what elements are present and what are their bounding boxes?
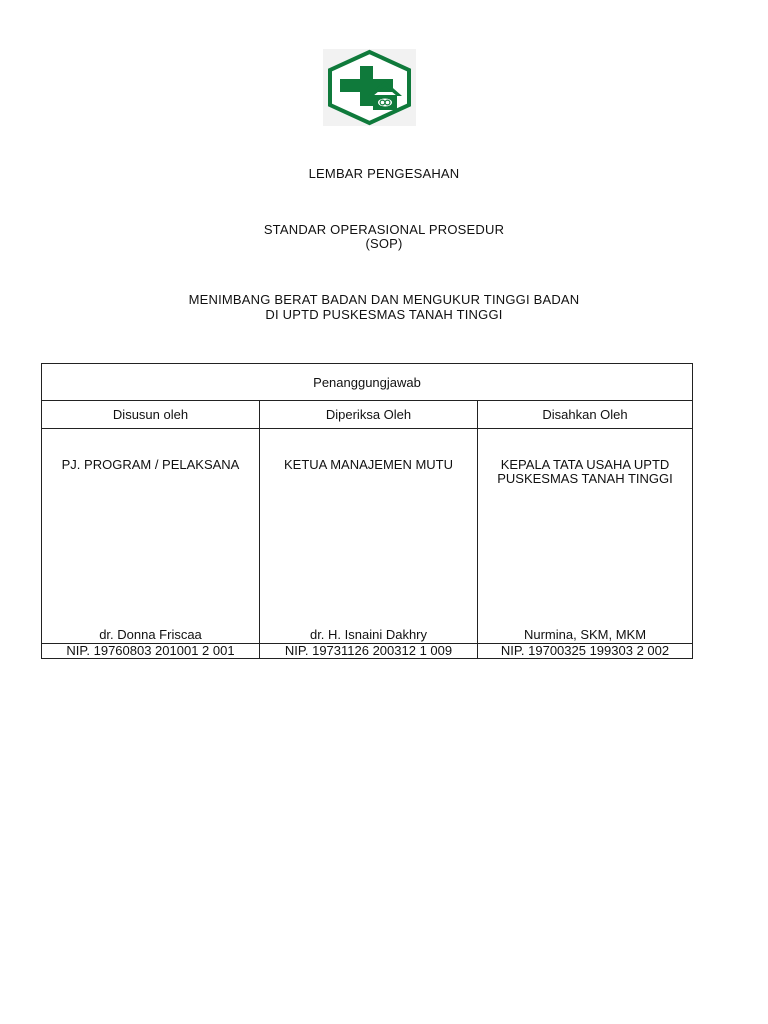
signature-cell-approved xyxy=(478,429,693,644)
nip-reviewed: NIP. 19731126 200312 1 009 xyxy=(260,644,478,659)
signature-cell-prepared xyxy=(42,429,260,644)
column-reviewed-by: Diperiksa Oleh xyxy=(260,401,478,429)
column-prepared-by: Disusun oleh xyxy=(42,401,260,429)
signature-cell-reviewed xyxy=(260,429,478,644)
role-reviewed: KETUA MANAJEMEN MUTU xyxy=(283,457,453,472)
sop-title: STANDAR OPERASIONAL PROSEDUR xyxy=(263,222,505,237)
logo xyxy=(323,49,416,126)
sop-abbreviation: (SOP) xyxy=(365,236,403,251)
puskesmas-logo-icon xyxy=(323,49,416,126)
column-approved-by: Disahkan Oleh xyxy=(478,401,693,429)
signer-approved: Nurmina, SKM, MKM xyxy=(523,627,647,642)
role-prepared: PJ. PROGRAM / PELAKSANA xyxy=(61,457,240,472)
sheet-title: LEMBAR PENGESAHAN xyxy=(308,166,460,181)
nip-approved: NIP. 19700325 199303 2 002 xyxy=(478,644,693,659)
signer-reviewed: dr. H. Isnaini Dakhry xyxy=(309,627,428,642)
signer-prepared: dr. Donna Friscaa xyxy=(99,627,202,642)
role-approved: KEPALA TATA USAHA UPTD PUSKESMAS TANAH TINGGI xyxy=(497,457,673,486)
nip-prepared: NIP. 19760803 201001 2 001 xyxy=(42,644,260,659)
document-title: MENIMBANG BERAT BADAN DAN MENGUKUR TINGGI BADAN xyxy=(188,292,580,307)
approval-table xyxy=(41,363,693,659)
table-header: Penanggungjawab xyxy=(42,364,693,401)
document-subtitle: DI UPTD PUSKESMAS TANAH TINGGI xyxy=(265,307,503,322)
